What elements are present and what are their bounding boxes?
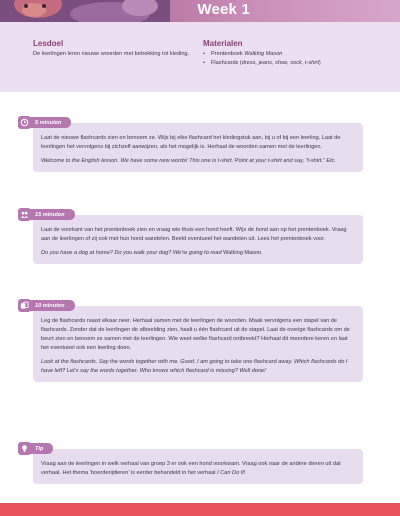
activity-card-3 — [33, 302, 363, 382]
english-script: Look at the flashcards. Say the words together with me. Good. I am going to take one flashcard away. Which flashcards do I have left? Let’s say the words together. Who knows which flashcard is missing? Well done! — [41, 358, 348, 374]
clock-people-icon — [18, 116, 31, 129]
english-script: Do you have a dog at home? Do you walk your dog? We’re going to read Walking Mason. — [41, 249, 263, 256]
footer-bar — [0, 503, 400, 516]
activity-card-2 — [33, 211, 363, 264]
materialen-section — [203, 39, 378, 68]
tip-card — [33, 445, 363, 484]
materialen-item: • Flashcards (dress, jeans, shoe, sock, t-shirt) — [203, 59, 378, 68]
header-illustration — [0, 0, 170, 22]
card-tab — [18, 208, 75, 221]
lightbulb-icon — [18, 442, 31, 455]
materialen-item: • Prentenboek Walking Mason — [203, 50, 378, 59]
card-tab — [18, 299, 75, 312]
activity-card-1 — [33, 119, 363, 172]
header-banner — [0, 0, 400, 22]
english-script: Welcome to the English lesson. We have some new words! This one is t-shirt. Point at your t-shirt and say, “t-shirt.” Etc. — [41, 157, 337, 164]
cards-icon — [18, 299, 31, 312]
card-tab — [18, 116, 71, 129]
duration-label: 5 minuten — [29, 117, 71, 128]
materialen-list — [203, 50, 378, 68]
lesdoel-heading: Lesdoel — [33, 39, 64, 48]
instruction-text: Laat de voorkant van het prentenboek zien en vraag wie thuis een hond heeft. Wijs de hond aan op het prentenboek. Vraag aan de leerlingen of zij ook met hun hond wandelen. Beeld eventueel het wandelen uit. Lees het prentenboek voor. — [41, 227, 347, 242]
page-title: Week 1 — [197, 1, 250, 18]
materialen-heading: Materialen — [203, 39, 243, 48]
card-tab — [18, 442, 53, 455]
duration-label: 10 minuten — [29, 300, 75, 311]
instruction-text: Leg de flashcards naast elkaar neer. Herhaal samen met de leerlingen de woorden. Maak vervolgens een stapel van de flashcards. Zonder dat de leerlingen de afbeelding zien, haalt u één flashcard uit de stapel. Laat de overige flashcards om de beurt zien en benoem ze samen met de leerlingen. Wie weet welke flashcard ontbreekt? Herhaal dit meerdere keren en laat het eventueel ook een leerling doen. — [41, 318, 350, 351]
instruction-text: Laat de nieuwe flashcards zien en benoem ze. Wijs bij elke flashcard het kledingstuk aan, bij u of bij een leerling. Laat de leerlingen het vervolgens bij zichzelf aanwijzen, als het mogelijk is. Herhaal de woorden samen met de leerlingen. — [41, 135, 341, 150]
tip-label: Tip — [29, 443, 53, 454]
group-icon — [18, 208, 31, 221]
lesdoel-section — [33, 39, 198, 59]
tip-text: Vraag aan de leerlingen in welk verhaal van groep 3 er ook een hond voorkwam. Vraag ook naar de andere dieren uit dat verhaal. Het thema ‘boerderijdieren’ is eerder behandeld in het verhaal I Can Do It! — [41, 461, 341, 476]
duration-label: 15 minuten — [29, 209, 75, 220]
lesdoel-text: De leerlingen leren nieuwe woorden met betrekking tot kleding. — [33, 51, 190, 57]
